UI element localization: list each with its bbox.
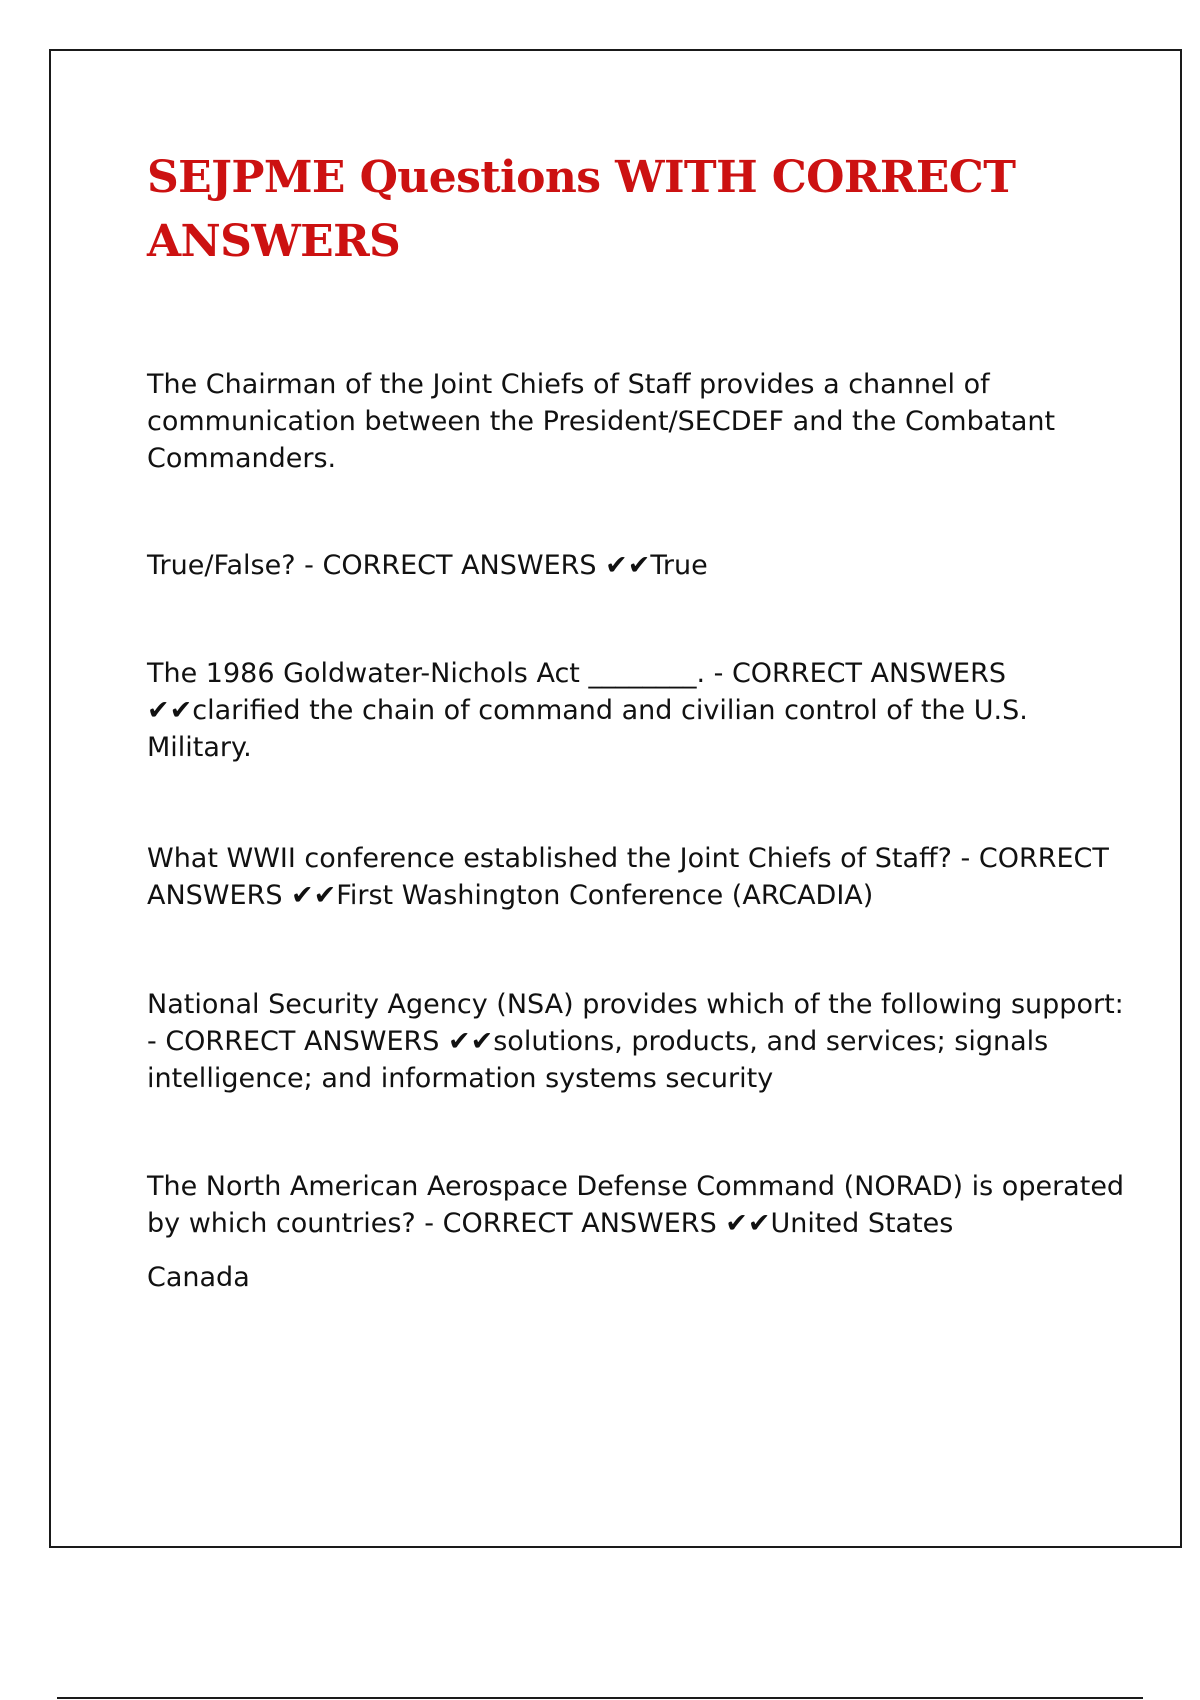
qa-item: The Chairman of the Joint Chiefs of Staff provides a channel of communication between the President/SECDEF and the Combatant Commanders.: [147, 369, 1056, 474]
footer-divider: [57, 1697, 1143, 1699]
qa-item: The North American Aerospace Defense Command (NORAD) is operated by which countries? - CORRECT ANSWERS ✔✔United States: [147, 1171, 1125, 1239]
qa-item: The 1986 Goldwater-Nichols Act ________. - CORRECT ANSWERS ✔✔clarified the chain of command and civilian control of the U.S. Military.: [147, 658, 1028, 763]
page-frame: [49, 49, 1182, 1548]
qa-item-extra-answer: Canada: [147, 1262, 250, 1293]
qa-item: National Security Agency (NSA) provides which of the following support: - CORRECT ANSWERS ✔✔solutions, products, and services; signals intelligence; and information systems security: [147, 989, 1124, 1094]
qa-list: [147, 366, 1137, 1323]
qa-item: What WWII conference established the Joint Chiefs of Staff? - CORRECT ANSWERS ✔✔First Washington Conference (ARCADIA): [147, 843, 1109, 911]
qa-item: True/False? - CORRECT ANSWERS ✔✔True: [147, 550, 708, 581]
document-title: SEJPME Questions WITH CORRECT ANSWERS: [147, 152, 1016, 267]
